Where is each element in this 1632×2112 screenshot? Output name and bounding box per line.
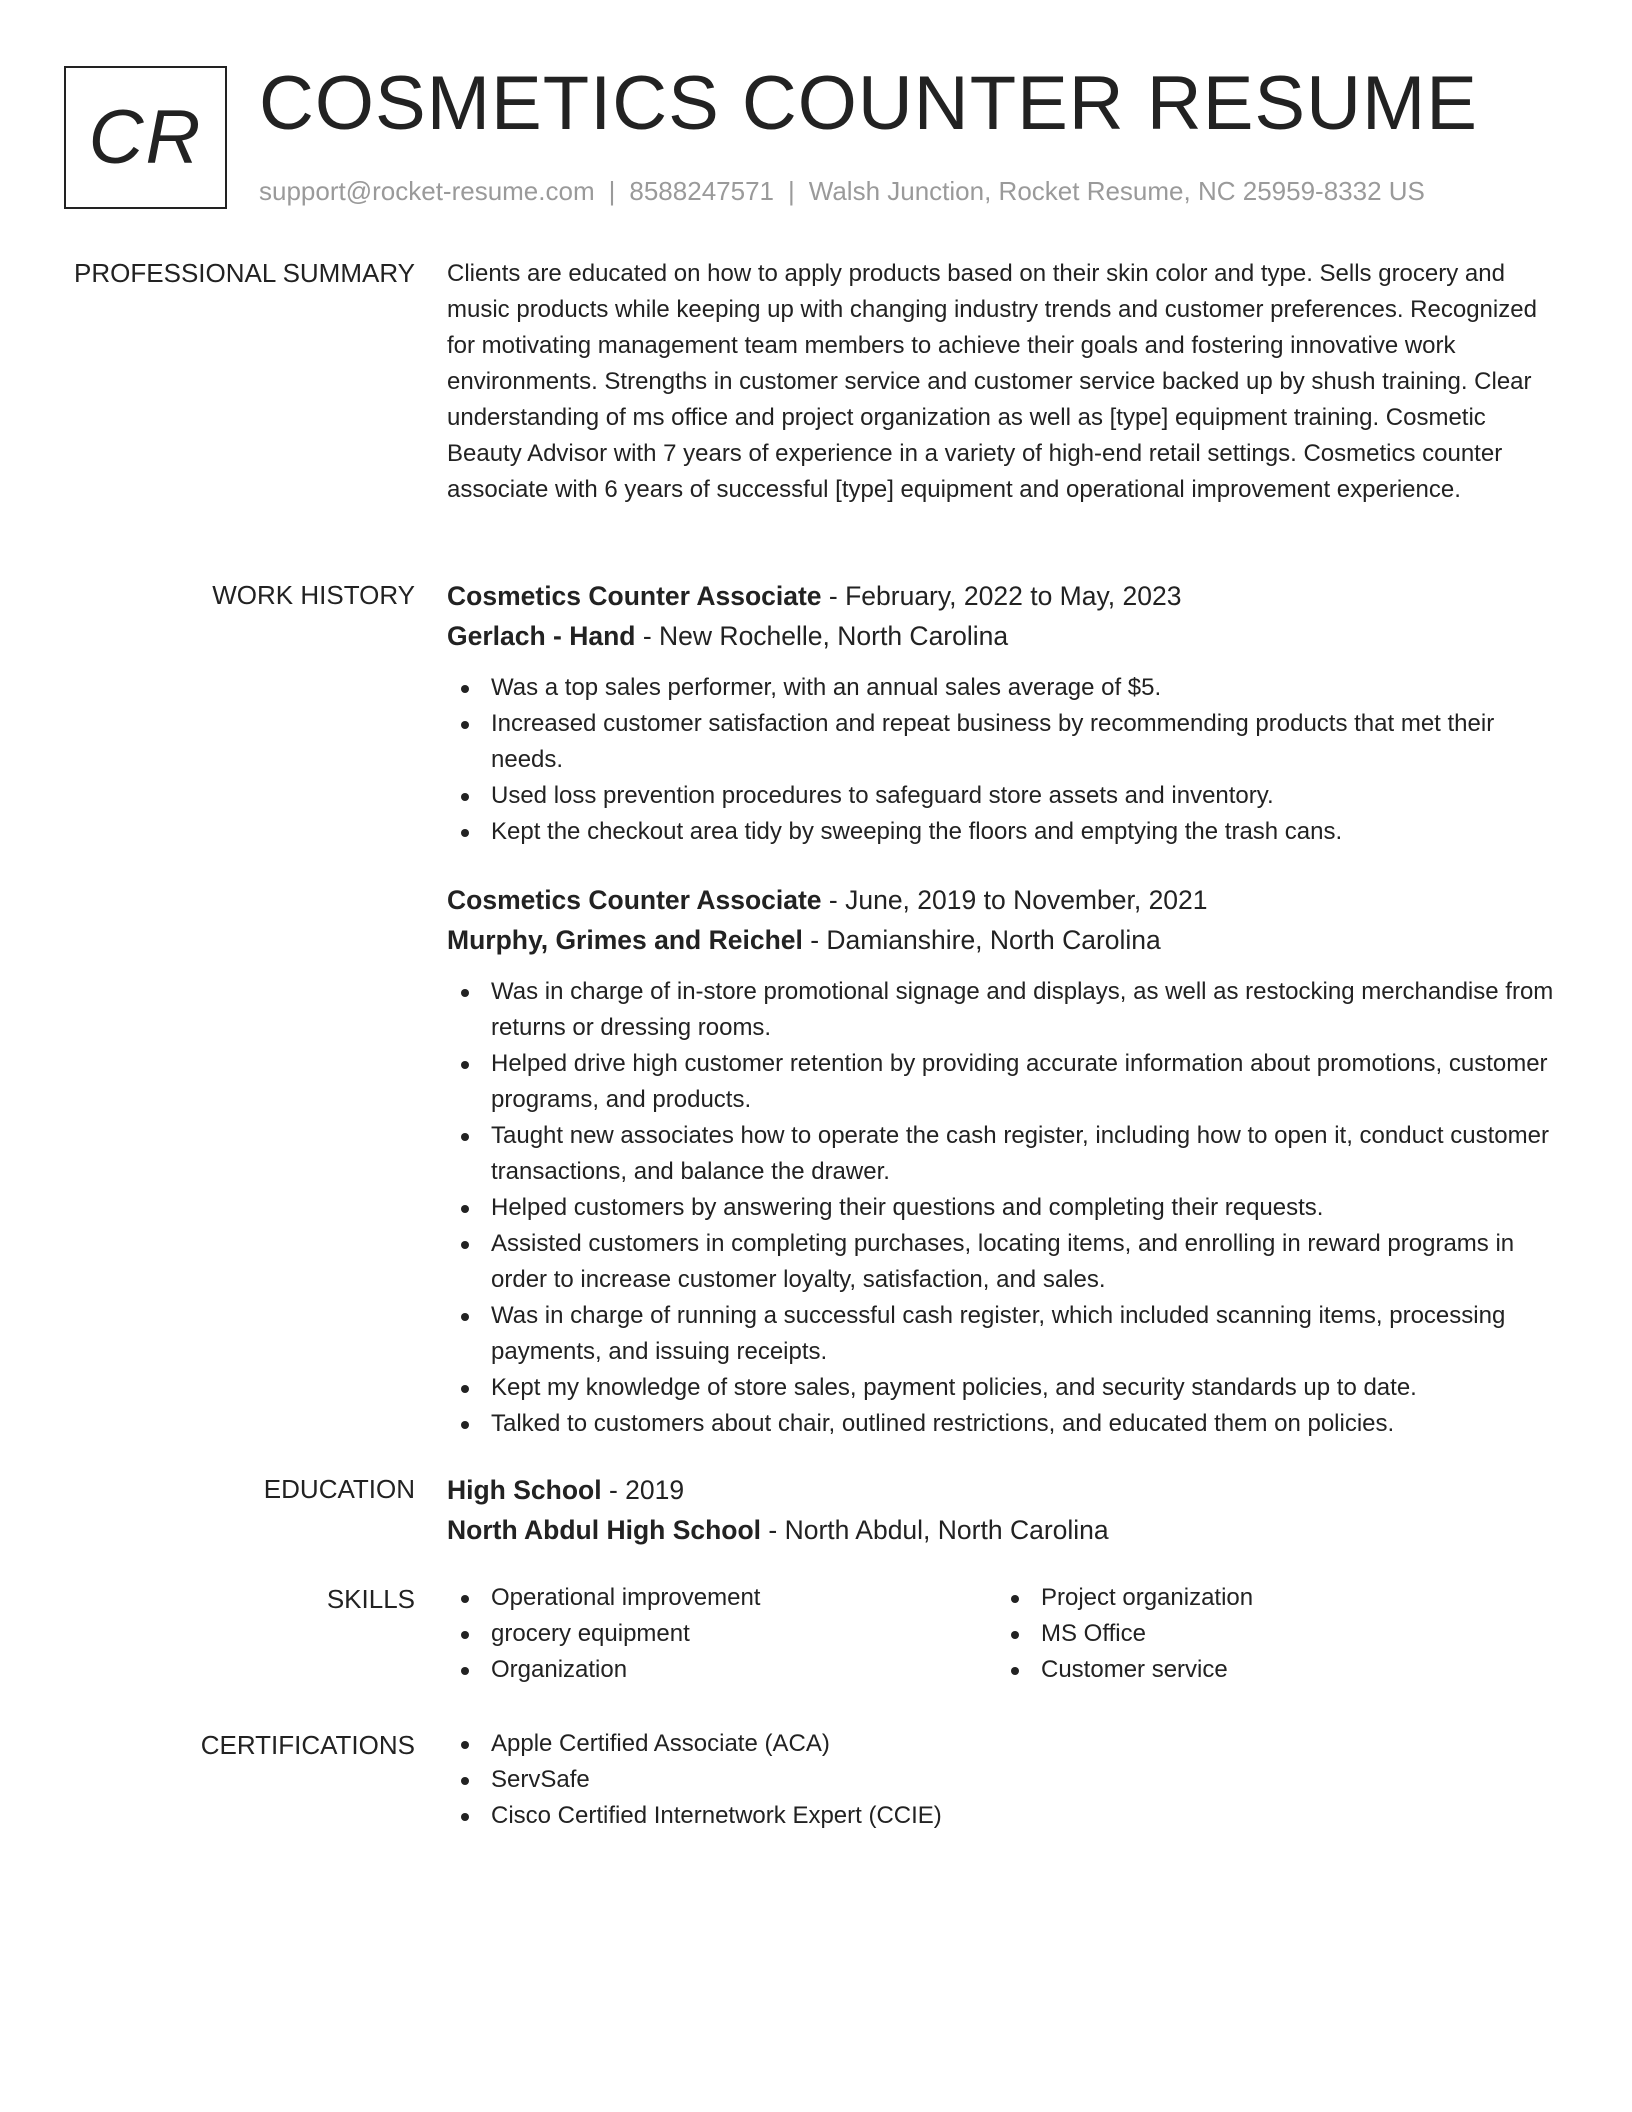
job-location: - Damianshire, North Carolina [802,925,1161,955]
education-school-line [447,1510,1562,1550]
work-history-heading: WORK HISTORY [212,580,415,610]
job-title-line [447,576,1562,616]
job-duty-item: Talked to customers about chair, outlined restrictions, and educated them on policies. [447,1406,1562,1442]
contact-phone[interactable]: 8588247571 [629,176,774,206]
skill-item: Organization [447,1652,997,1688]
skill-item: Project organization [997,1580,1547,1616]
job-duty-item: Was a top sales performer, with an annual sales average of $5. [447,670,1562,706]
job-duty-item: Assisted customers in completing purchases, locating items, and enrolling in reward programs in order to increase customer loyalty, satisfaction, and sales. [447,1226,1562,1298]
job-org-line [447,616,1562,656]
resume-title: COSMETICS COUNTER RESUME [259,61,1478,146]
education-location: - North Abdul, North Carolina [761,1515,1109,1545]
education-year: - 2019 [601,1475,685,1505]
skills-body [447,1580,1562,1688]
job-duty-item: Taught new associates how to operate the cash register, including how to open it, conduct customer transactions, and balance the drawer. [447,1118,1562,1190]
skills-heading: SKILLS [326,1584,415,1614]
contact-address: Walsh Junction, Rocket Resume, NC 25959-8332 US [808,176,1425,206]
job-duty-item: Helped customers by answering their questions and completing their requests. [447,1190,1562,1226]
job-duty-item: Used loss prevention procedures to safeguard store assets and inventory. [447,778,1562,814]
contact-line [259,176,1425,207]
skills-list-left [447,1580,997,1688]
job-company: Murphy, Grimes and Reichel [447,925,803,955]
job-duties-list [447,670,1562,850]
job-duty-item: Kept the checkout area tidy by sweeping the floors and emptying the trash cans. [447,814,1562,850]
job-duty-item: Was in charge of in-store promotional signage and displays, as well as restocking merchandise from returns or dressing rooms. [447,974,1562,1046]
job-duties-list [447,974,1562,1442]
job-location: - New Rochelle, North Carolina [635,621,1009,651]
job-entry [447,576,1562,850]
monogram-text: CR [88,95,203,180]
job-company: Gerlach - Hand [447,621,636,651]
certifications-body [447,1726,1562,1834]
education-degree: High School [447,1475,602,1505]
monogram-logo [64,66,227,209]
education-degree-line [447,1470,1562,1510]
work-history-body [447,576,1562,1442]
summary-body [447,256,1562,508]
job-duty-item: Kept my knowledge of store sales, payment policies, and security standards up to date. [447,1370,1562,1406]
job-duty-item: Was in charge of running a successful cash register, which included scanning items, processing payments, and issuing receipts. [447,1298,1562,1370]
summary-text: Clients are educated on how to apply products based on their skin color and type. Sells grocery and music products while keeping up with changing industry trends and customer preferences. Recognized for motivating management team members to achieve their goals and fostering innovative work environments. Strengths in customer service and customer service backed up by shush training. Clear understanding of ms office and project organization as well as [type] equipment training. Cosmetic Beauty Advisor with 7 years of experience in a variety of high-end retail settings. Cosmetics counter associate with 6 years of successful [type] equipment and operational improvement experience. [447,260,1537,503]
skill-item: Customer service [997,1652,1547,1688]
certifications-list [447,1726,1562,1834]
certification-item: Apple Certified Associate (ACA) [447,1726,1562,1762]
job-entry [447,880,1562,1442]
job-dates: - June, 2019 to November, 2021 [821,885,1208,915]
contact-email[interactable]: support@rocket-resume.com [259,176,595,206]
job-duty-item: Helped drive high customer retention by providing accurate information about promotions, customer programs, and products. [447,1046,1562,1118]
job-title-line [447,880,1562,920]
skill-item: MS Office [997,1616,1547,1652]
summary-heading: PROFESSIONAL SUMMARY [74,258,415,288]
job-dates: - February, 2022 to May, 2023 [821,581,1182,611]
contact-separator: | [788,176,795,206]
skills-list-right [997,1580,1547,1688]
skills-grid [447,1580,1562,1688]
job-duty-item: Increased customer satisfaction and repeat business by recommending products that met their needs. [447,706,1562,778]
certifications-heading: CERTIFICATIONS [200,1730,415,1760]
skill-item: Operational improvement [447,1580,997,1616]
job-org-line [447,920,1562,960]
skill-item: grocery equipment [447,1616,997,1652]
education-heading: EDUCATION [263,1474,415,1504]
job-title: Cosmetics Counter Associate [447,581,822,611]
certification-item: ServSafe [447,1762,1562,1798]
job-title: Cosmetics Counter Associate [447,885,822,915]
contact-separator: | [608,176,616,206]
education-body [447,1470,1562,1550]
education-school: North Abdul High School [447,1515,762,1545]
certification-item: Cisco Certified Internetwork Expert (CCIE) [447,1798,1562,1834]
